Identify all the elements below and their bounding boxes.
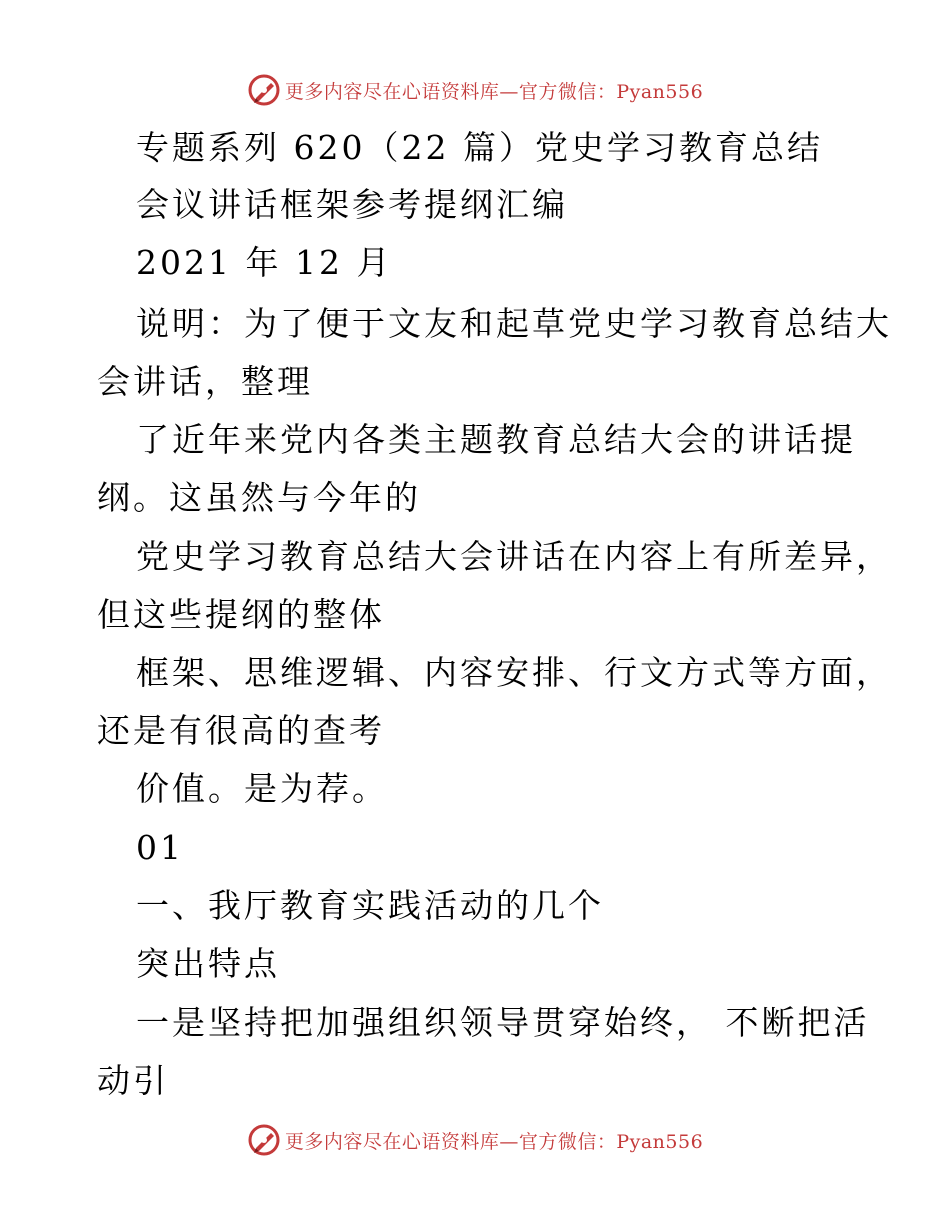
doc-date: 2021 年 12 月 xyxy=(136,243,393,282)
paragraph-line: 但这些提纲的整体 xyxy=(97,595,385,634)
doc-title-line-1: 专题系列 620（22 篇）党史学习教育总结 xyxy=(136,128,823,167)
paragraph-line: 还是有很高的查考 xyxy=(97,711,385,750)
doc-title-line-2: 会议讲话框架参考提纲汇编 xyxy=(136,185,568,224)
paragraph-line: 动引 xyxy=(97,1061,169,1100)
section-number: 01 xyxy=(136,828,184,867)
section-heading-line-2: 突出特点 xyxy=(136,944,280,983)
watermark-text: 更多内容尽在心语资料库—官方微信：Pyan556 xyxy=(284,80,704,103)
paragraph-line: 框架、思维逻辑、内容安排、行文方式等方面， xyxy=(136,653,892,692)
paragraph-line: 党史学习教育总结大会讲话在内容上有所差异， xyxy=(136,537,892,576)
paragraph-line: 纲。这虽然与今年的 xyxy=(97,478,421,517)
paragraph-line: 说明：为了便于文友和起草党史学习教育总结大 xyxy=(136,304,892,343)
watermark-text: 更多内容尽在心语资料库—官方微信：Pyan556 xyxy=(284,1130,704,1153)
paragraph-line: 一是坚持把加强组织领导贯穿始终， 不断把活 xyxy=(136,1003,870,1042)
footer-watermark xyxy=(0,1120,950,1160)
pen-seal-logo-icon xyxy=(247,73,281,107)
header-watermark xyxy=(0,70,950,110)
paragraph-line: 价值。是为荐。 xyxy=(136,769,388,808)
paragraph-line: 会讲话，整理 xyxy=(97,362,313,401)
paragraph-line: 了近年来党内各类主题教育总结大会的讲话提 xyxy=(136,420,856,459)
pen-seal-logo-icon xyxy=(247,1123,281,1157)
section-heading-line-1: 一、我厅教育实践活动的几个 xyxy=(136,886,604,925)
